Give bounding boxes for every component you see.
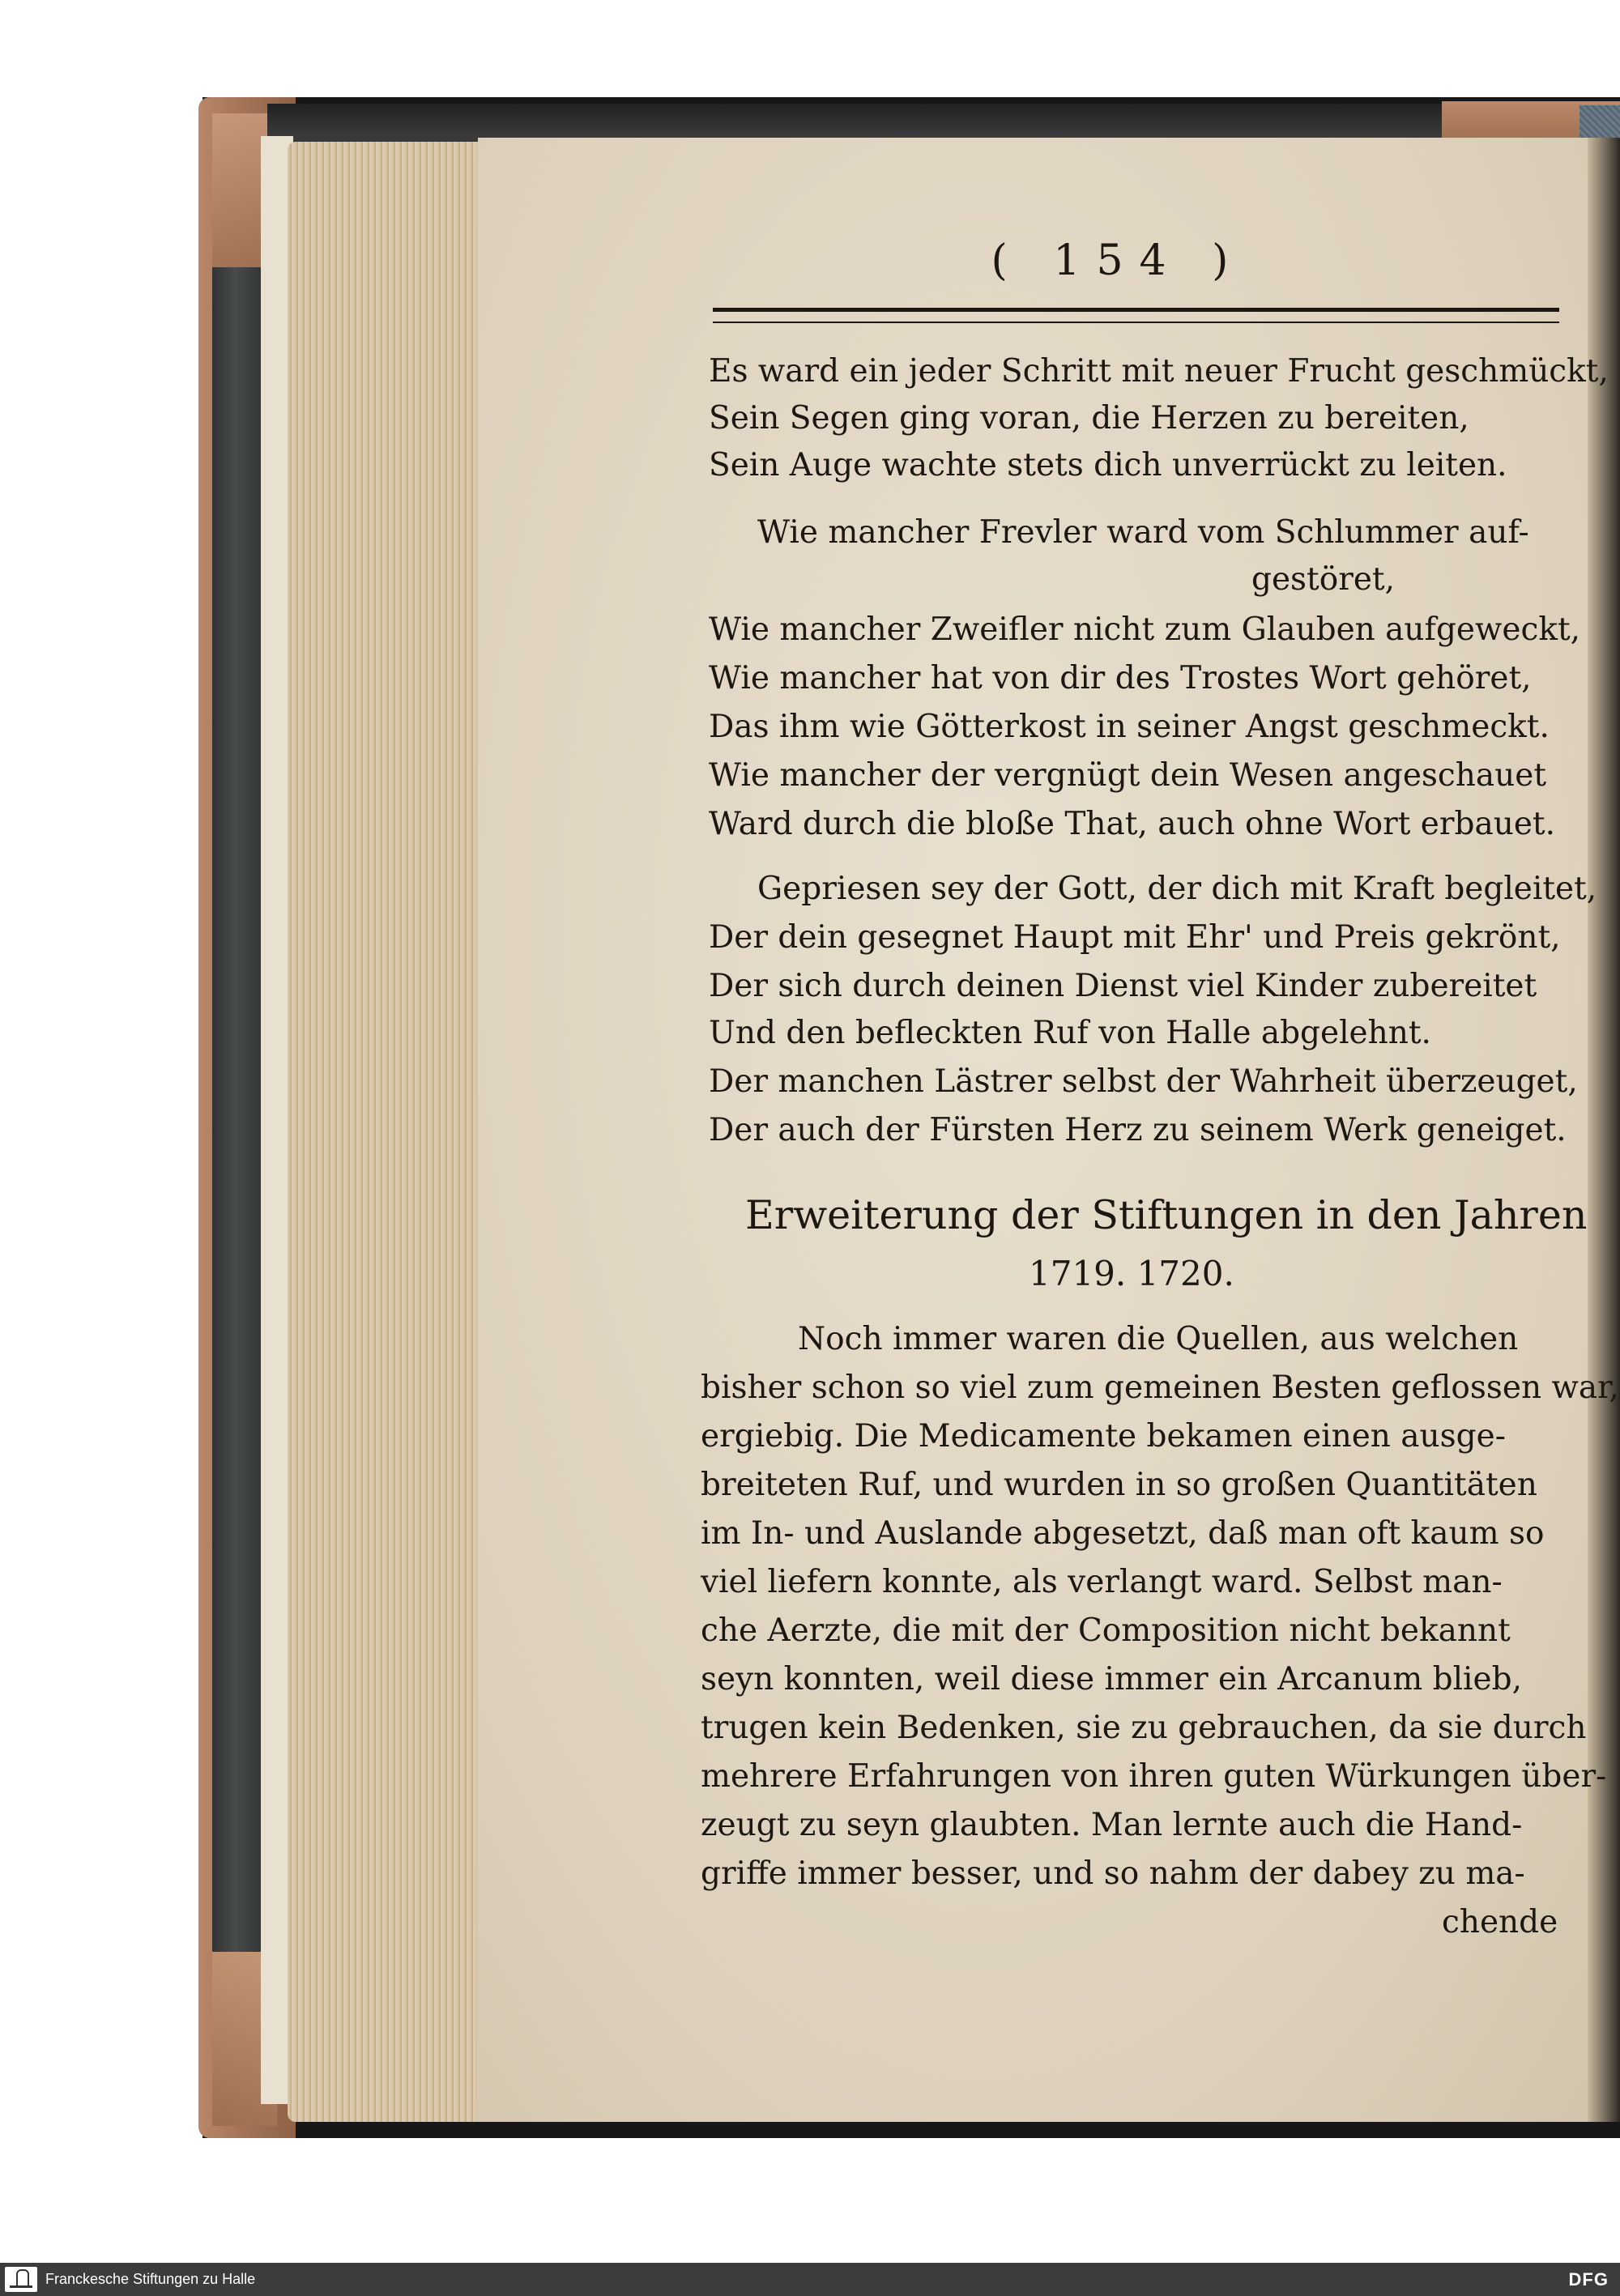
poem-line: Sein Segen ging voran, die Herzen zu bereiten, [709,400,1469,437]
footer-institution: Franckesche Stiftungen zu Halle [45,2271,256,2287]
prose-line: viel liefern konnte, als verlangt ward. Selbst man- [701,1564,1503,1600]
prose-line: zeugt zu seyn glaubten. Man lernte auch die Hand- [701,1807,1523,1843]
poem-line: Der dein gesegnet Haupt mit Ehr' und Preis gekrönt, [709,919,1561,956]
book-page-edges [288,142,490,2122]
poem-line: Ward durch die bloße That, auch ohne Wort erbauet. [709,806,1556,842]
poem-line: Gepriesen sey der Gott, der dich mit Kraft begleitet, [757,871,1597,907]
section-heading: Erweiterung der Stiftungen in den Jahren [745,1192,1588,1238]
prose-line: ergiebig. Die Medicamente bekamen einen ausge- [701,1418,1506,1455]
poem-line: Wie mancher Zweifler nicht zum Glauben aufgeweckt, [709,611,1581,648]
footer-dfg-logo: DFG [1568,2269,1609,2290]
poem-line: Wie mancher der vergnügt dein Wesen angeschauet [709,757,1546,794]
poem-line: Sein Auge wachte stets dich unverrückt zu leiten. [709,447,1507,483]
book-gutter [1588,138,1620,2122]
prose-line: seyn konnten, weil diese immer ein Arcanum blieb, [701,1661,1522,1698]
prose-line: Noch immer waren die Quellen, aus welchen [798,1321,1519,1357]
section-heading-years: 1719. 1720. [1029,1254,1234,1293]
prose-line: mehrere Erfahrungen von ihren guten Würkungen über- [701,1758,1607,1795]
poem-line: Wie mancher hat von dir des Trostes Wort gehöret, [709,660,1532,696]
prose-line: trugen kein Bedenken, sie zu gebrauchen, da sie durch [701,1710,1587,1746]
poem-line: Wie mancher Frevler ward vom Schlummer auf- [757,514,1529,551]
catchword: chende [1442,1904,1558,1940]
poem-line: Und den befleckten Ruf von Halle abgelehnt. [709,1015,1431,1051]
page-number: ( 154 ) [991,236,1245,285]
poem-line: Der auch der Fürsten Herz zu seinem Werk geneiget. [709,1112,1567,1148]
poem-line: Es ward ein jeder Schritt mit neuer Frucht geschmückt, [709,353,1609,390]
prose-line: im In- und Auslande abgesetzt, daß man oft kaum so [701,1515,1545,1552]
prose-line: bisher schon so viel zum gemeinen Besten geflossen war, [701,1370,1619,1406]
header-rule [713,308,1559,323]
prose-line: griffe immer besser, und so nahm der dabey zu ma- [701,1855,1525,1892]
footer-bar [0,2263,1620,2296]
poem-line: Der sich durch deinen Dienst viel Kinder zubereitet [709,968,1537,1004]
poem-line: gestöret, [1251,561,1396,598]
prose-line: che Aerzte, die mit der Composition nicht bekannt [701,1612,1511,1649]
francke-foundation-logo-icon [5,2267,37,2292]
prose-line: breiteten Ruf, und wurden in so großen Quantitäten [701,1467,1537,1503]
poem-line: Der manchen Lästrer selbst der Wahrheit überzeuget, [709,1063,1578,1100]
poem-line: Das ihm wie Götterkost in seiner Angst geschmeckt. [709,709,1550,745]
